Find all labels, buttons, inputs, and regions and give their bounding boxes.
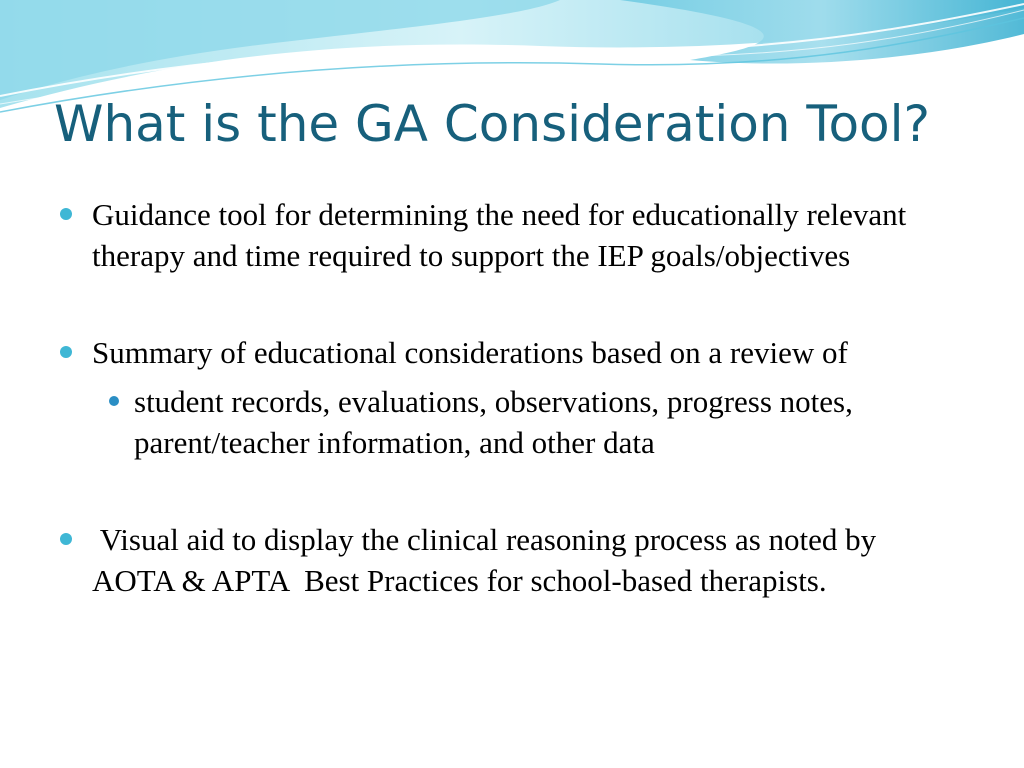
sub-bullet-text: student records, evaluations, observations, progress notes, parent/teacher information, and other data [134, 384, 853, 460]
sub-bullet-item-records [92, 381, 960, 463]
bullet-item-guidance-tool [60, 194, 960, 276]
sub-bullet-list [92, 381, 960, 463]
bullet-item-summary [60, 332, 960, 463]
bullet-dot-icon [60, 533, 72, 545]
bullet-dot-icon [60, 208, 72, 220]
bullet-text: Summary of educational considerations based on a review of [92, 335, 848, 370]
slide-title: What is the GA Consideration Tool? [54, 95, 931, 153]
bullet-dot-icon [60, 346, 72, 358]
bullet-text: Guidance tool for determining the need for educationally relevant therapy and time required to support the IEP goals/objectives [92, 197, 907, 273]
sub-bullet-dot-icon [109, 396, 119, 406]
bullet-list [60, 194, 960, 601]
bullet-item-visual-aid [60, 519, 960, 601]
bullet-text: Visual aid to display the clinical reasoning process as noted by AOTA & APTA Best Practices for school-based therapists. [92, 522, 883, 598]
